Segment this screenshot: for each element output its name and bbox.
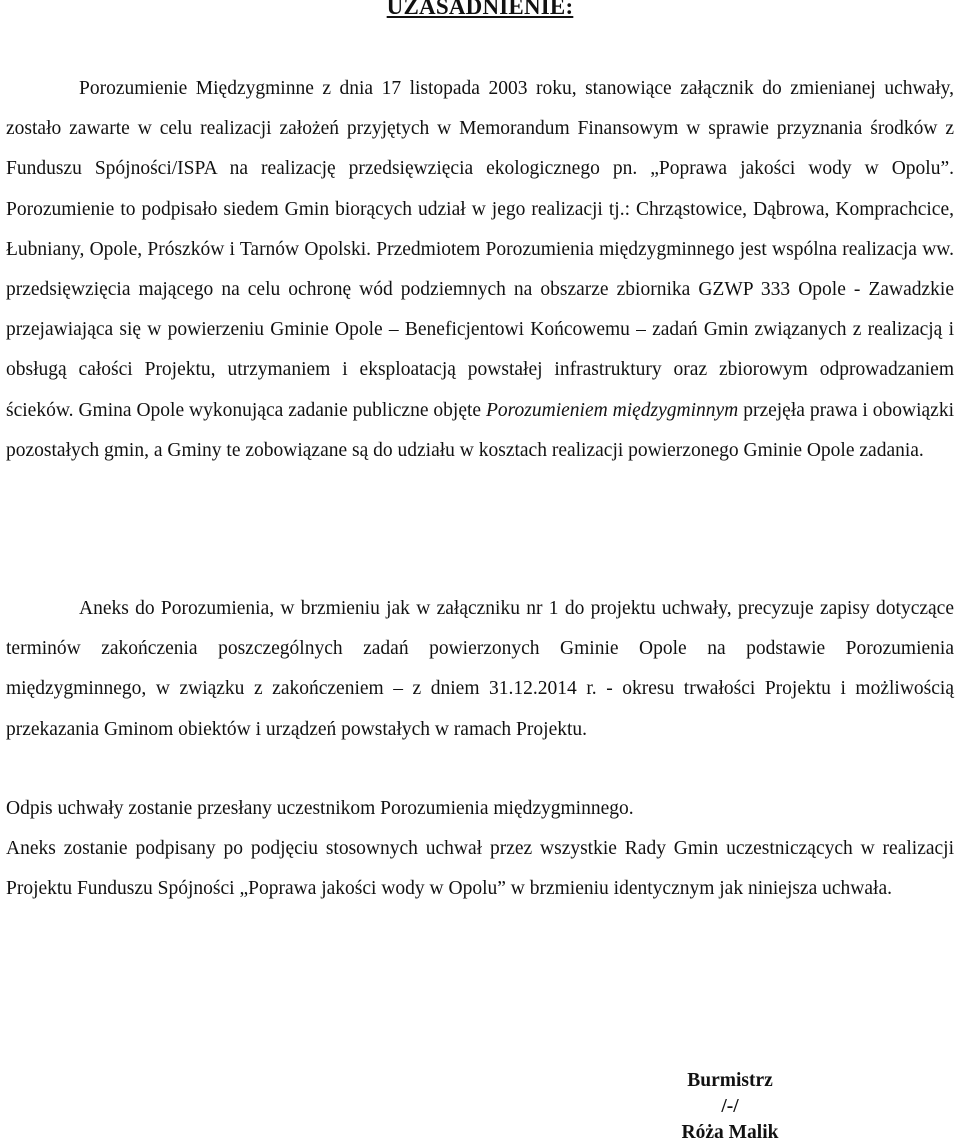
paragraph-3 <box>6 789 954 829</box>
signature-block <box>660 1068 800 1146</box>
signature-mark: /-/ <box>721 1096 739 1117</box>
paragraph-4-text: Aneks zostanie podpisany po podjęciu stosownych uchwał przez wszystkie Rady Gmin uczestniczących w realizacji Projektu Funduszu Spójności „Poprawa jakości wody w Opolu” w brzmieniu identycznym jak niniejsza uchwała. <box>6 838 954 900</box>
paragraph-1-text-b: przejęła prawa i obowiązki pozostałych gmin, a Gminy te zobowiązane są do udziału w kosztach realizacji powierzonego Gminie Opole zadania. <box>6 399 955 461</box>
paragraph-4 <box>6 829 954 909</box>
paragraph-3-text: Odpis uchwały zostanie przesłany uczestnikom Porozumienia międzygminnego. <box>6 798 634 819</box>
paragraph-2 <box>6 589 954 750</box>
signature-name: Róża Malik <box>681 1122 779 1143</box>
paragraph-1-italic-term: Porozumieniem międzygminnym <box>486 399 739 421</box>
paragraph-1-text-a: Porozumienie Międzygminne z dnia 17 listopada 2003 roku, stanowiące załącznik do zmienianej uchwały, zostało zawarte w celu realizacji założeń przyjętych w Memorandum Finansowym w sprawie przyznania środków z Funduszu Spójności/ISPA na realizację przedsięwzięcia ekologicznego pn. „Poprawa jakości wody w Opolu”. Porozumienie to podpisało siedem Gmin biorących udział w jego realizacji tj.: Chrząstowice, Dąbrowa, Komprachcice, Łubniany, Opole, Prószków i Tarnów Opolski. Przedmiotem Porozumienia międzygminnego jest wspólna realizacja ww. przedsięwzięcia mającego na celu ochronę wód podziemnych na obszarze zbiornika GZWP 333 Opole - Zawadzkie przejawiająca się w powierzeniu Gminie Opole – Beneficjentowi Końcowemu – zadań Gmin związanych z realizacją i obsługą całości Projektu, utrzymaniem i eksploatacją powstałej infrastruktury oraz zbiorowym odprowadzaniem ścieków. Gmina Opole wykonująca zadanie publiczne objęte <box>6 78 954 421</box>
paragraph-1 <box>6 69 954 471</box>
document-title: UZASADNIENIE: <box>386 0 574 19</box>
signature-role: Burmistrz <box>687 1070 773 1091</box>
paragraph-2-text: Aneks do Porozumienia, w brzmieniu jak w załączniku nr 1 do projektu uchwały, precyzuje zapisy dotyczące terminów zakończenia poszczególnych zadań powierzonych Gminie Opole na podstawie Porozumienia międzygminnego, w związku z zakończeniem – z dniem 31.12.2014 r. - okresu trwałości Projektu i możliwością przekazania Gminom obiektów i urządzeń powstałych w ramach Projektu. <box>6 598 954 740</box>
